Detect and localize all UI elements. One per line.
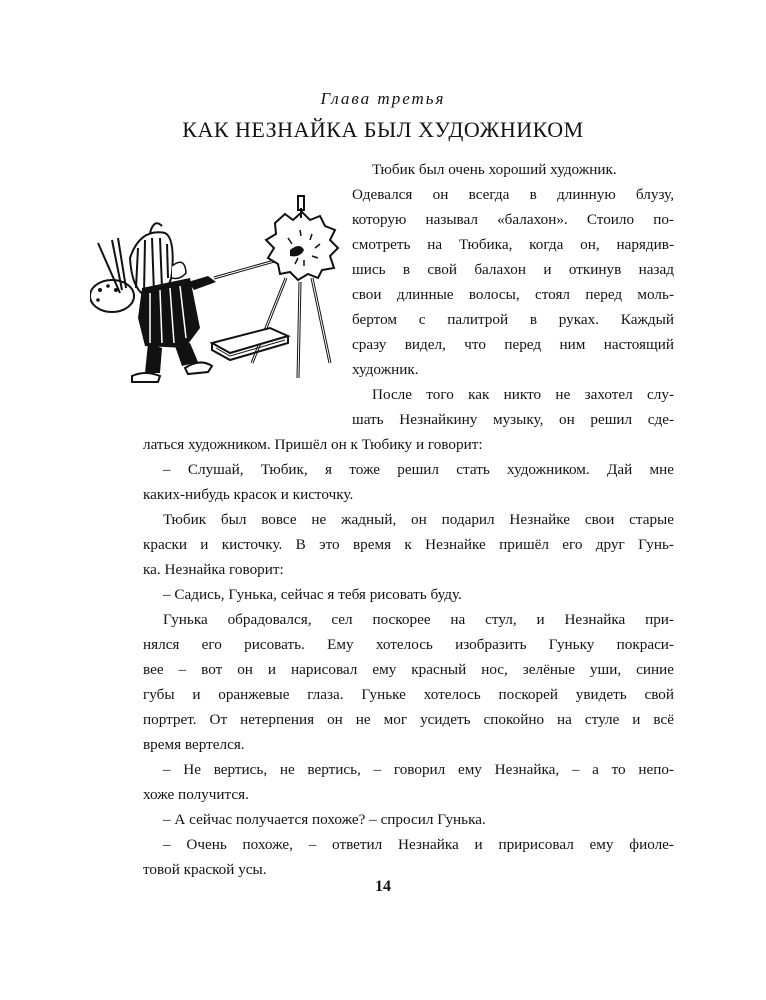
text-line: краски и кисточку. В это время к Незнайке пришёл его друг Гунь-	[143, 536, 674, 553]
text-line: время вертелся.	[143, 736, 245, 753]
painter-illustration-icon	[90, 178, 348, 388]
text-line: латься художником. Пришёл он к Тюбику и говорит:	[143, 436, 483, 453]
text-line: каких-нибудь красок и кисточку.	[143, 486, 354, 503]
text-line: шись в свой балахон и откинув назад	[352, 261, 674, 278]
text-line: которую называл «балахон». Стоило по-	[352, 211, 674, 228]
text-line: смотреть на Тюбика, когда он, нарядив-	[352, 236, 674, 253]
text-line: сразу видел, что перед ним настоящий	[352, 336, 674, 353]
text-line: – Не вертись, не вертись, – говорил ему Незнайка, – а то непо-	[163, 761, 674, 778]
text-line: портрет. От нетерпения он не мог усидеть спокойно на стуле и всё	[143, 711, 674, 728]
text-line: – А сейчас получается похоже? – спросил Гунька.	[163, 811, 486, 828]
text-line: бертом с палитрой в руках. Каждый	[352, 311, 674, 328]
text-line: – Садись, Гунька, сейчас я тебя рисовать буду.	[163, 586, 462, 603]
text-line: шать Незнайкину музыку, он решил сде-	[352, 411, 674, 428]
text-line: Гунька обрадовался, сел поскорее на стул, и Незнайка при-	[163, 611, 674, 628]
text-line: хоже получится.	[143, 786, 249, 803]
text-line: – Очень похоже, – ответил Незнайка и пририсовал ему фиоле-	[163, 836, 674, 853]
chapter-label: Глава третья	[320, 89, 446, 108]
text-line: Тюбик был очень хороший художник.	[372, 161, 617, 178]
text-line: губы и оранжевые глаза. Гуньке хотелось поскорей увидеть свой	[143, 686, 674, 703]
text-line: ка. Незнайка говорит:	[143, 561, 284, 578]
text-line: Тюбик был вовсе не жадный, он подарил Незнайке свои старые	[163, 511, 674, 528]
text-line: Одевался он всегда в длинную блузу,	[352, 186, 674, 203]
page-number: 14	[375, 878, 391, 895]
text-line: вее – вот он и нарисовал ему красный нос, зелёные уши, синие	[143, 661, 674, 678]
text-line: нялся его рисовать. Ему хотелось изобразить Гуньку покраси-	[143, 636, 674, 653]
text-line: свои длинные волосы, стоял перед моль-	[352, 286, 674, 303]
text-line: После того как никто не захотел слу-	[372, 386, 674, 403]
text-line: товой краской усы.	[143, 861, 267, 878]
chapter-title: КАК НЕЗНАЙКА БЫЛ ХУДОЖНИКОМ	[182, 117, 584, 142]
text-line: – Слушай, Тюбик, я тоже решил стать художником. Дай мне	[163, 461, 674, 478]
text-line: художник.	[352, 361, 419, 378]
